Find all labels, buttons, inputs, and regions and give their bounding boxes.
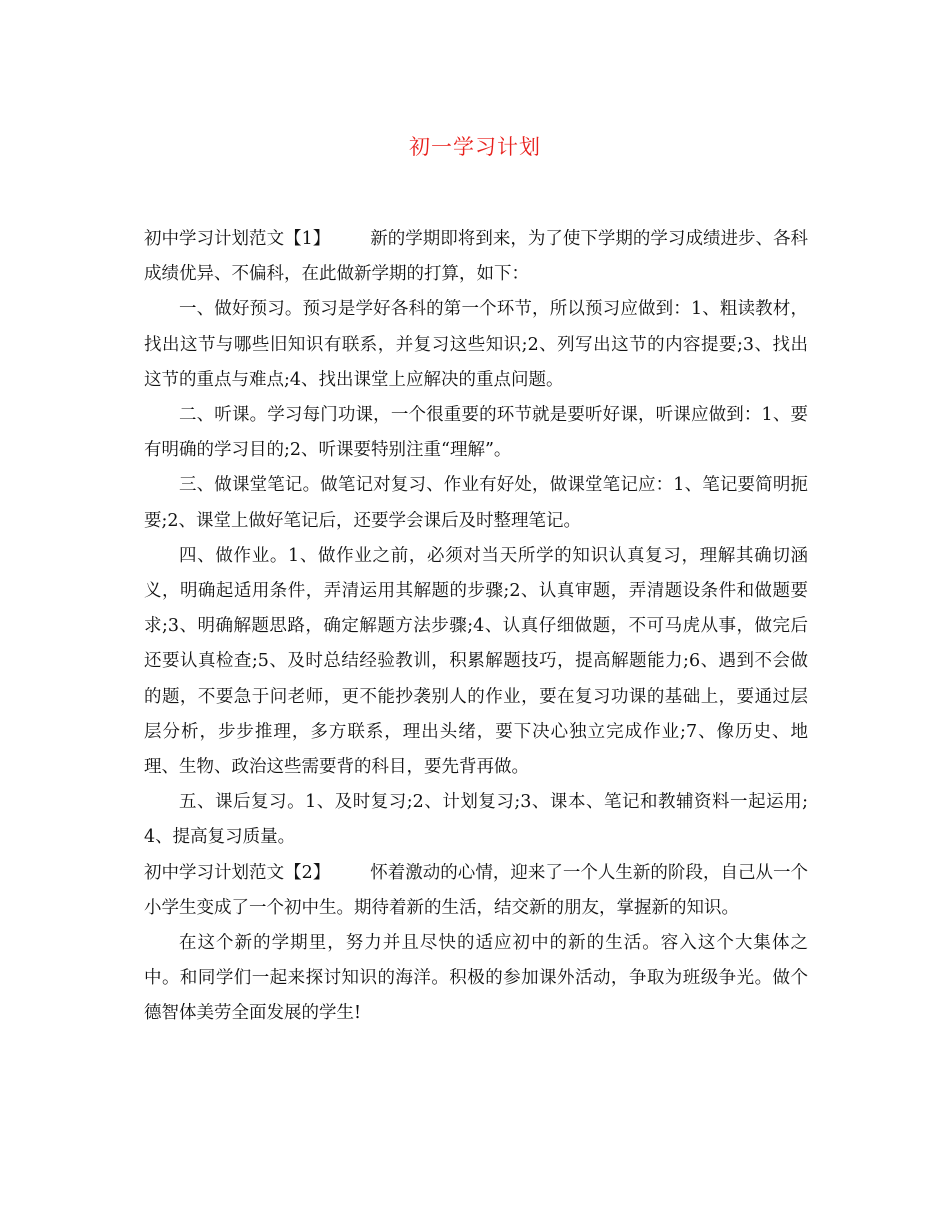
section-1-paragraph-3: 三、做课堂笔记。做笔记对复习、作业有好处，做课堂笔记应：1、笔记要简明扼要;2、课堂上做好笔记后，还要学会课后及时整理笔记。 bbox=[144, 475, 808, 531]
section-1-heading: 初中学习计划范文【1】 bbox=[144, 229, 331, 249]
section-1-paragraph-2: 二、听课。学习每门功课，一个很重要的环节就是要听好课，听课应做到：1、要有明确的学习目的;2、听课要特别注重“理解”。 bbox=[144, 405, 808, 461]
section-2-lead bbox=[144, 856, 808, 926]
section-2-paragraph-1: 在这个新的学期里，努力并且尽快的适应初中的新的生活。容入这个大集体之中。和同学们一起来探讨知识的海洋。积极的参加课外活动，争取为班级争光。做个德智体美劳全面发展的学生! bbox=[144, 933, 808, 1024]
section-1-paragraph-4: 四、做作业。1、做作业之前，必须对当天所学的知识认真复习，理解其确切涵义，明确起适用条件，弄清运用其解题的步骤;2、认真审题，弄清题设条件和做题要求;3、明确解题思路，确定解题方法步骤;4、认真仔细做题，不可马虎从事，做完后还要认真检查;5、及时总结经验教训，积累解题技巧，提高解题能力;6、遇到不会做的题，不要急于问老师，更不能抄袭别人的作业，要在复习功课的基础上，要通过层层分析，步步推理，多方联系，理出头绪，要下决心独立完成作业;7、像历史、地理、生物、政治这些需要背的科目，要先背再做。 bbox=[144, 545, 808, 778]
document-body bbox=[144, 222, 808, 1032]
section-2-intro: 怀着激动的心情，迎来了一个人生新的阶段，自己从一个小学生变成了一个初中生。期待着新的生活，结交新的朋友，掌握新的知识。 bbox=[144, 862, 808, 918]
section-1-intro: 新的学期即将到来，为了使下学期的学习成绩进步、各科成绩优异、不偏科，在此做新学期的打算，如下： bbox=[144, 229, 808, 285]
section-1-paragraph-5: 五、课后复习。1、及时复习;2、计划复习;3、课本、笔记和教辅资料一起运用;4、提高复习质量。 bbox=[144, 792, 808, 848]
section-2-heading: 初中学习计划范文【2】 bbox=[144, 862, 331, 883]
section-1-lead bbox=[144, 222, 808, 292]
section-1-paragraph-1: 一、做好预习。预习是学好各科的第一个环节，所以预习应做到：1、粗读教材，找出这节与哪些旧知识有联系，并复习这些知识;2、列写出这节的内容提要;3、找出这节的重点与难点;4、找出课堂上应解决的重点问题。 bbox=[144, 299, 808, 390]
document-title: 初一学习计划 bbox=[409, 135, 541, 159]
